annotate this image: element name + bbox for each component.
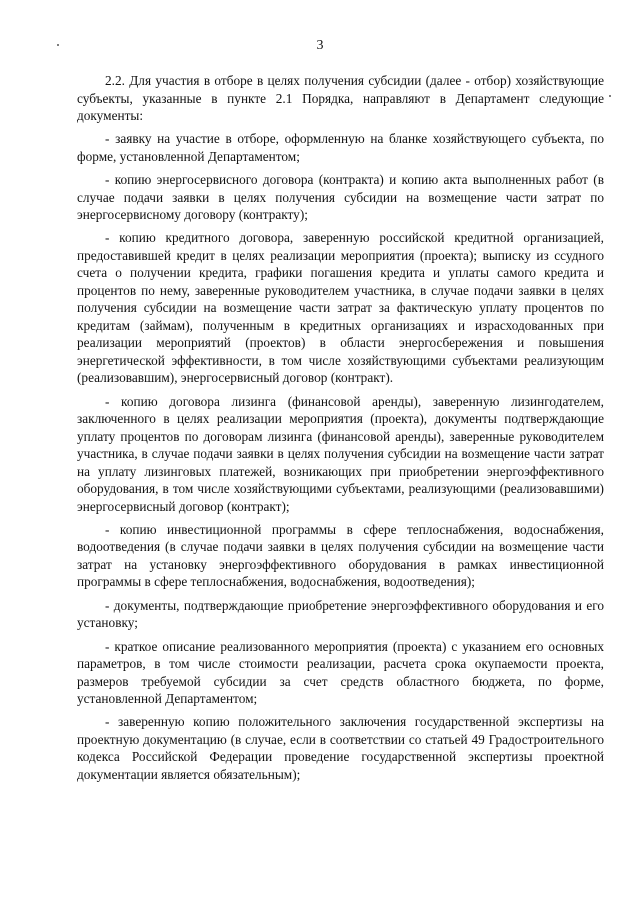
list-item-credit-agreement: - копию кредитного договора, заверенную российской кредитной организацией, предоставившей кредит в целях реализации мероприятия (проекта); выписку из ссудного счета о получении кредита, графики погашения кредита и уплаты самого кредита и процентов по нему, заверенные руководителем участника, в случае подачи заявки в целях получения субсидии на возмещение части затрат за фактическую уплату процентов по кредитам (займам), полученным в кредитных организациях и израсходованных при реализации мероприятий (проектов) в области энергосбережения и повышения энергетической эффективности, в том числе хозяйствующими субъектами реализующим (реализовавшим), энергосервисный договор (контракт). — [77, 230, 604, 386]
list-item-leasing-agreement: - копию договора лизинга (финансовой аренды), заверенную лизингодателем, заключенного в целях реализации мероприятия (проекта), документы подтверждающие уплату процентов по договорам лизинга (финансовой аренды), заверенные руководителем участника, в случае подачи заявки в целях получения субсидии на возмещение части затрат на уплату лизинговых платежей, возникающих при приобретении энергоэффективного оборудования, в том числе хозяйствующими субъектами, реализующими (реализовавшими) энергосервисный договор (контракт); — [77, 393, 604, 514]
list-item-energy-service-contract: - копию энергосервисного договора (контракта) и копию акта выполненных работ (в случае подачи заявки в целях получения субсидии на возмещение части затрат по энергосервисному договору (контракту); — [77, 172, 604, 223]
list-item-project-description: - краткое описание реализованного мероприятия (проекта) с указанием его основных параметров, в том числе стоимости реализации, расчета срока окупаемости проекта, размеров требуемой субсидии за счет средств областного бюджета, по форме, установленной Департаментом; — [77, 638, 604, 707]
scan-speck — [57, 44, 59, 46]
list-item-equipment-documents: - документы, подтверждающие приобретение энергоэффективного оборудования и его установку; — [77, 597, 604, 631]
paragraph-intro: 2.2. Для участия в отборе в целях получения субсидии (далее - отбор) хозяйствующие субъекты, указанные в пункте 2.1 Порядка, направляют в Департамент следующие документы: — [77, 73, 604, 123]
list-item-application: - заявку на участие в отборе, оформленную на бланке хозяйствующего субъекта, по форме, установленной Департаментом; — [77, 131, 604, 164]
page-number: 3 — [316, 38, 324, 53]
body-text — [77, 72, 604, 789]
list-item-investment-program: - копию инвестиционной программы в сфере теплоснабжения, водоснабжения, водоотведения (в случае подачи заявки в целях получения субсидии на возмещение части затрат на установку энергоэффективного оборудования в рамках инвестиционной программы в сфере теплоснабжения, водоснабжения, водоотведения); — [77, 521, 604, 590]
scan-speck — [609, 95, 611, 97]
list-item-expert-review: - заверенную копию положительного заключения государственной экспертизы на проектную документацию (в случае, если в соответствии со статьей 49 Градостроительного кодекса Российской Федерации проведение государственной экспертизы проектной документации является обязательным); — [77, 714, 604, 782]
